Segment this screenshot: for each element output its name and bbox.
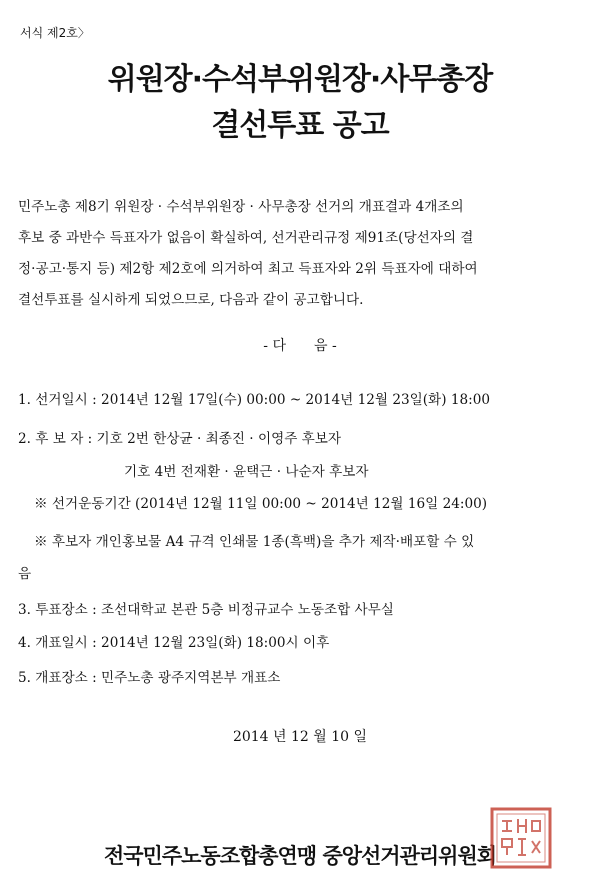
paragraph-line: 정·공고·통지 등) 제2항 제2호에 의거하여 최고 득표자와 2위 득표자에 대하여 xyxy=(18,261,478,277)
paragraph-line: 결선투표를 실시하게 되었으므로, 다음과 같이 공고합니다. xyxy=(18,292,364,308)
list-item-note-materials-cont: 음 xyxy=(18,566,32,582)
document-title: 위원장·수석부위원장·사무총장 xyxy=(107,62,493,97)
issuing-organization: 전국민주노동조합총연맹 중앙선거관리위원회 xyxy=(103,844,497,868)
list-item-count-date: 4. 개표일시 : 2014년 12월 23일(화) 18:00시 이후 xyxy=(18,635,330,651)
section-separator: - 다 음 - xyxy=(263,338,337,354)
paragraph-line: 후보 중 과반수 득표자가 없음이 확실하여, 선거관리규정 제91조(당선자의 결 xyxy=(18,230,474,246)
list-item-candidates-cont: 기호 4번 전재환 · 윤택근 · 나순자 후보자 xyxy=(124,464,369,480)
announcement-paragraph xyxy=(18,192,584,316)
list-item-note-campaign: ※ 선거운동기간 (2014년 12월 11일 00:00 ~ 2014년 12월 16일 24:00) xyxy=(34,496,488,512)
list-item-count-place: 5. 개표장소 : 민주노총 광주지역본부 개표소 xyxy=(18,670,281,686)
list-item-election-date: 1. 선거일시 : 2014년 12월 17일(수) 00:00 ~ 2014년 12월 23일(화) 18:00 xyxy=(18,392,490,408)
document-subtitle: 결선투표 공고 xyxy=(211,108,389,143)
list-item-note-materials: ※ 후보자 개인홍보물 A4 규격 인쇄물 1종(흑백)을 추가 제작·배포할 수 있 xyxy=(34,534,475,550)
list-item-voting-place: 3. 투표장소 : 조선대학교 본관 5층 비정규교수 노동조합 사무실 xyxy=(18,602,394,618)
form-number-label: 서식 제2호〉 xyxy=(20,26,90,40)
list-item-candidates: 2. 후 보 자 : 기호 2번 한상균 · 최종진 · 이영주 후보자 xyxy=(18,431,342,447)
announcement-date: 2014 년 12 월 10 일 xyxy=(232,729,368,745)
paragraph-line: 민주노총 제8기 위원장 · 수석부위원장 · 사무총장 선거의 개표결과 4개조의 xyxy=(18,199,464,215)
official-seal-icon xyxy=(488,805,554,871)
